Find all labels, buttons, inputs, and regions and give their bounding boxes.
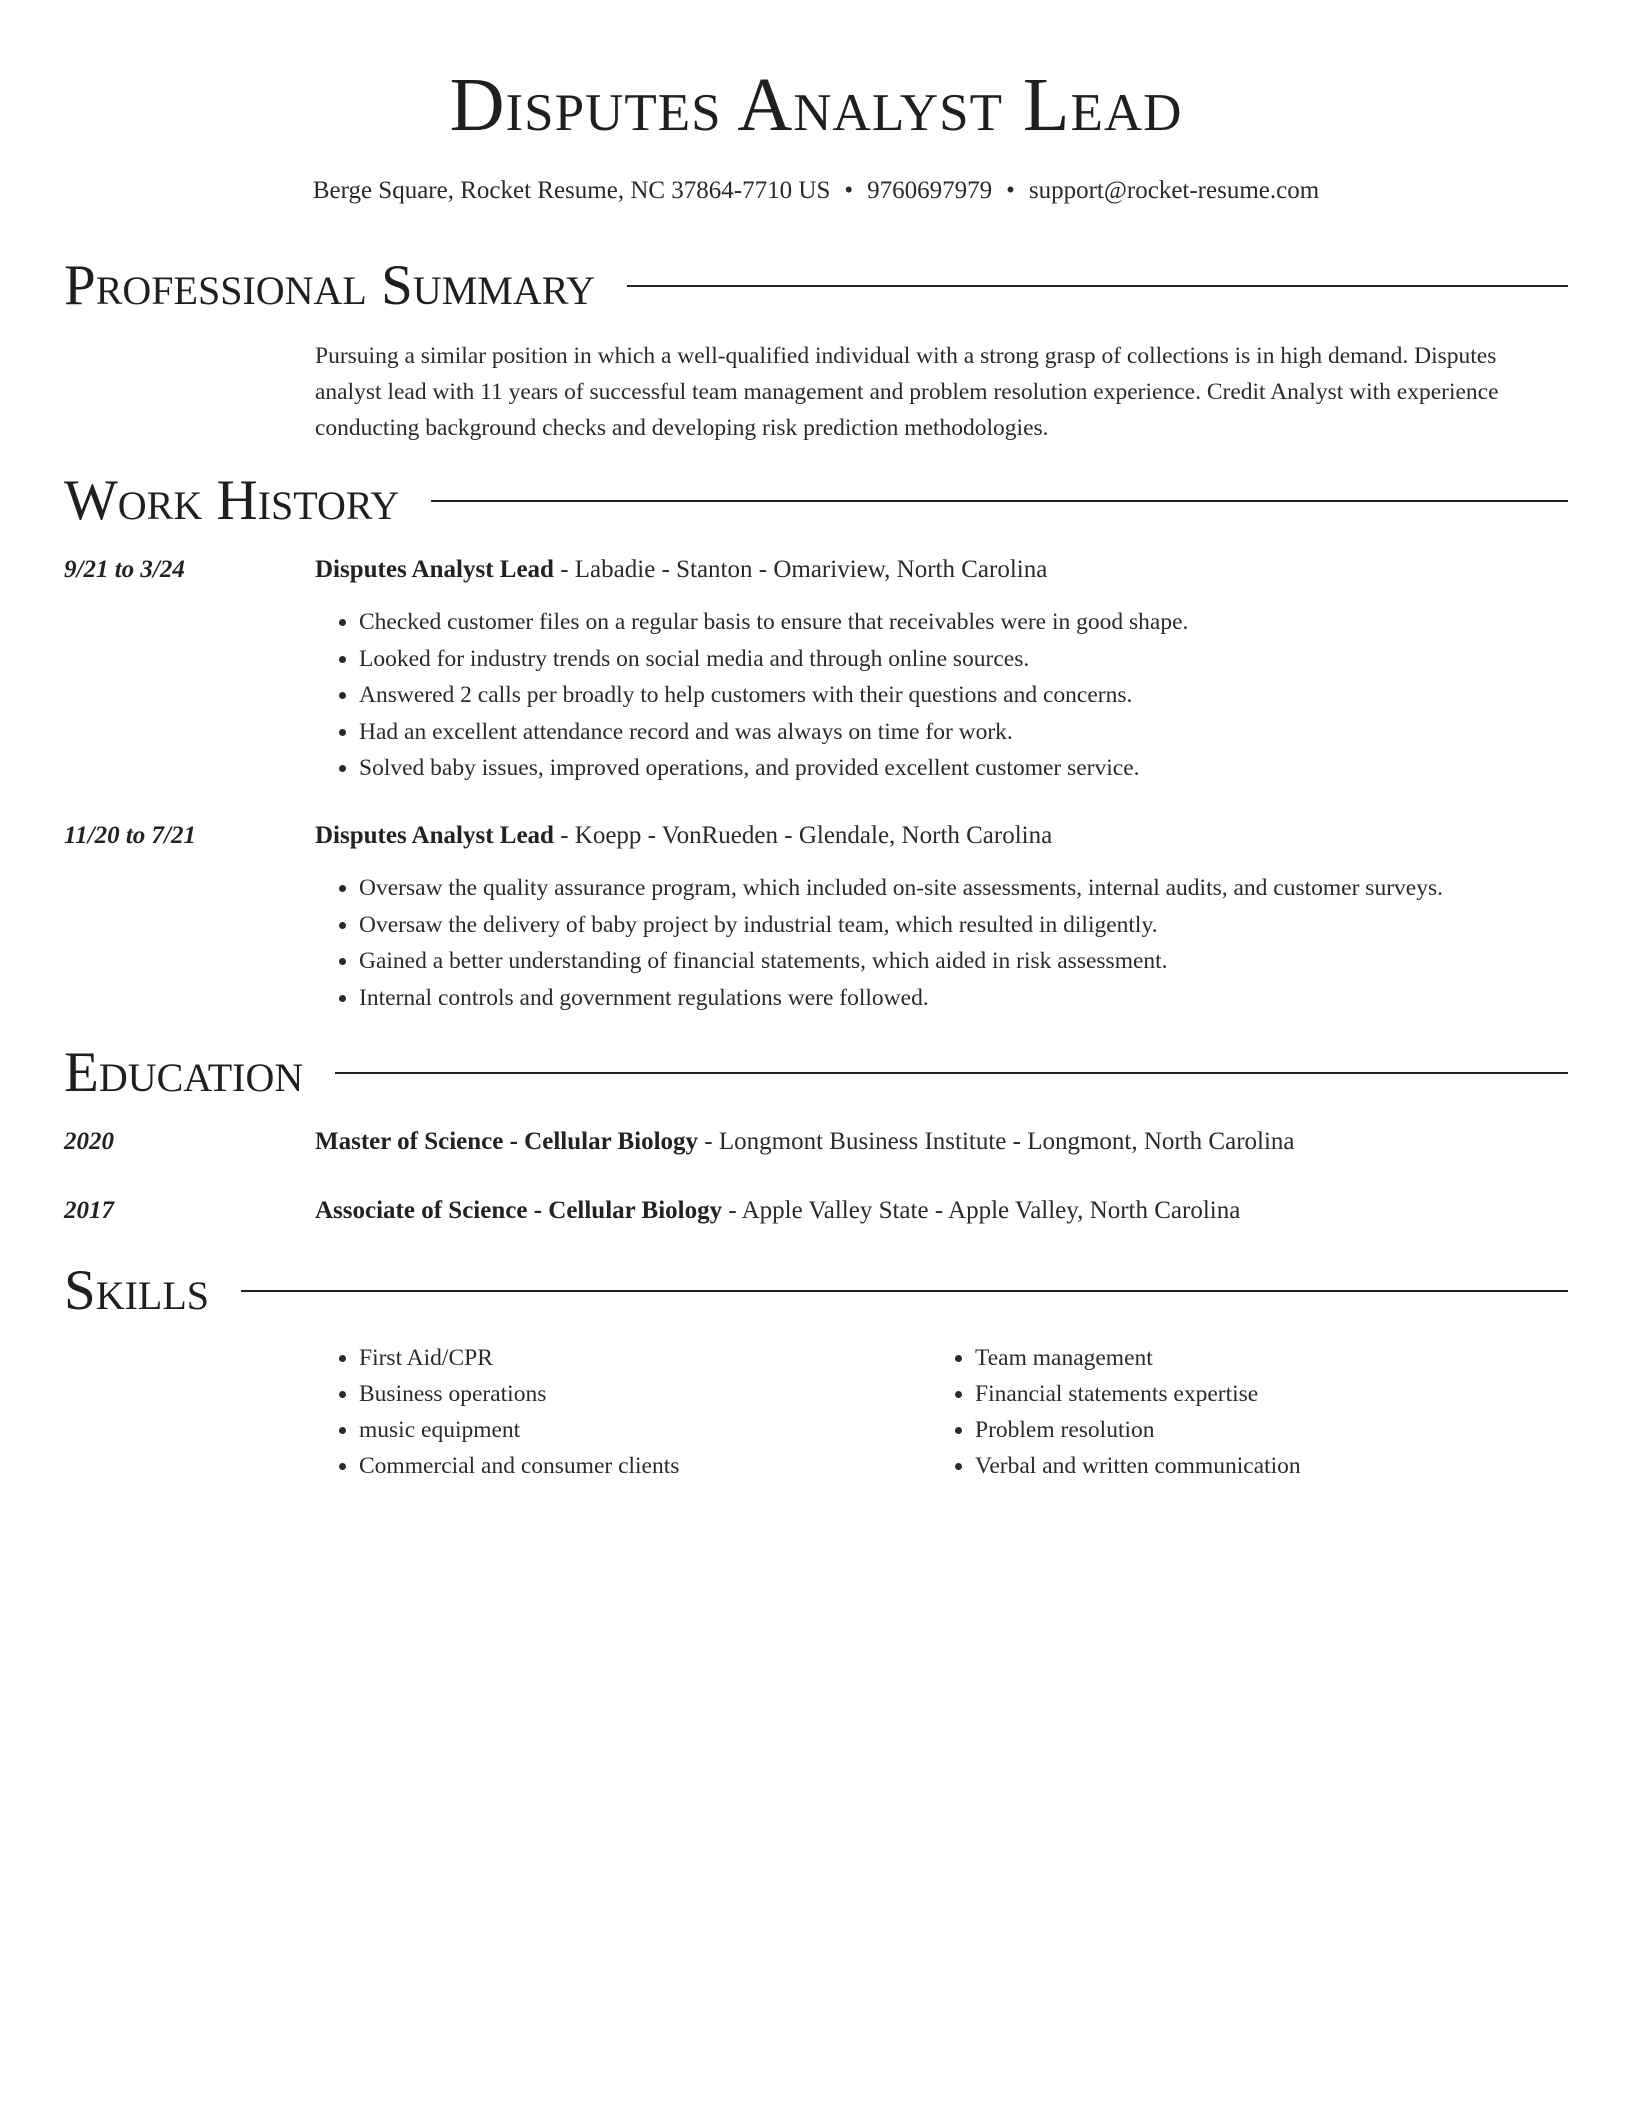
section-divider: [335, 1072, 1568, 1074]
list-item: • Answered 2 calls per broadly to help customers with their questions and concerns.: [359, 677, 1568, 714]
summary-text: Pursuing a similar position in which a well-qualified individual with a strong grasp of collections is in high demand. Disputes analyst lead with 11 years of successful team management and problem resolution experience. Credit Analyst with experience conducting background checks and developing risk prediction methodologies.: [315, 343, 1499, 441]
skill-item: • Team management: [975, 1340, 1568, 1376]
address: Berge Square, Rocket Resume, NC 37864-7710 US: [312, 177, 831, 204]
employer-details: - Labadie - Stanton - Omariview, North Carolina: [553, 556, 1048, 583]
skills-section-header: [64, 1258, 1568, 1324]
skill-item: • music equipment: [359, 1412, 925, 1448]
section-divider: [431, 500, 1568, 502]
skill-item: • Verbal and written communication: [975, 1448, 1568, 1484]
email-address: support@rocket-resume.com: [1028, 177, 1320, 204]
degree-name: Master of Science - Cellular Biology: [315, 1128, 699, 1155]
section-divider: [627, 285, 1568, 287]
skill-item: • Commercial and consumer clients: [359, 1448, 925, 1484]
work-section-header: [64, 468, 1568, 534]
skill-item: • Business operations: [359, 1376, 925, 1412]
list-item: • Gained a better understanding of financial statements, which aided in risk assessment.: [359, 943, 1568, 980]
education-year: 2017: [64, 1197, 114, 1224]
summary-section-header: [64, 253, 1568, 319]
employer-details: - Koepp - VonRueden - Glendale, North Carolina: [553, 822, 1053, 849]
work-dates: 9/21 to 3/24: [64, 556, 185, 583]
work-heading: [315, 552, 1568, 588]
skill-item: • Problem resolution: [975, 1412, 1568, 1448]
phone-number: 9760697979: [867, 177, 993, 204]
list-item: • Checked customer files on a regular basis to ensure that receivables were in good shape.: [359, 604, 1568, 641]
school-details: - Longmont Business Institute - Longmont, North Carolina: [698, 1128, 1295, 1155]
degree-name: Associate of Science - Cellular Biology: [315, 1197, 723, 1224]
list-item: • Solved baby issues, improved operations, and provided excellent customer service.: [359, 750, 1568, 787]
skill-item: • Financial statements expertise: [975, 1376, 1568, 1412]
list-item: • Oversaw the quality assurance program, which included on-site assessments, internal audits, and customer surveys.: [359, 870, 1568, 907]
skill-item: • First Aid/CPR: [359, 1340, 925, 1376]
job-title: Disputes Analyst Lead: [315, 822, 554, 849]
school-details: - Apple Valley State - Apple Valley, North Carolina: [722, 1197, 1241, 1224]
skills-list-right: [931, 1340, 1568, 1484]
contact-line: [64, 174, 1568, 208]
work-heading: [315, 818, 1568, 854]
section-title-summary: Professional Summary: [64, 254, 596, 317]
list-item: • Oversaw the delivery of baby project by industrial team, which resulted in diligently.: [359, 907, 1568, 944]
section-divider: [241, 1290, 1568, 1292]
candidate-name: Disputes Analyst Lead: [449, 63, 1183, 147]
list-item: • Looked for industry trends on social media and through online sources.: [359, 641, 1568, 678]
list-item: • Had an excellent attendance record and was always on time for work.: [359, 714, 1568, 751]
job-title: Disputes Analyst Lead: [315, 556, 554, 583]
education-year: 2020: [64, 1128, 114, 1155]
separator-dot: •: [844, 177, 854, 204]
section-title-education: Education: [64, 1041, 304, 1104]
education-heading: [315, 1193, 1568, 1229]
section-title-work: Work History: [64, 469, 400, 532]
section-title-skills: Skills: [64, 1259, 210, 1322]
education-section-header: [64, 1040, 1568, 1106]
list-item: • Internal controls and government regulations were followed.: [359, 980, 1568, 1017]
work-dates: 11/20 to 7/21: [64, 822, 196, 849]
education-heading: [315, 1124, 1568, 1160]
work-bullets: [315, 870, 1568, 1016]
work-bullets: [315, 604, 1568, 787]
separator-dot: •: [1006, 177, 1015, 204]
skills-list-left: [315, 1340, 925, 1484]
